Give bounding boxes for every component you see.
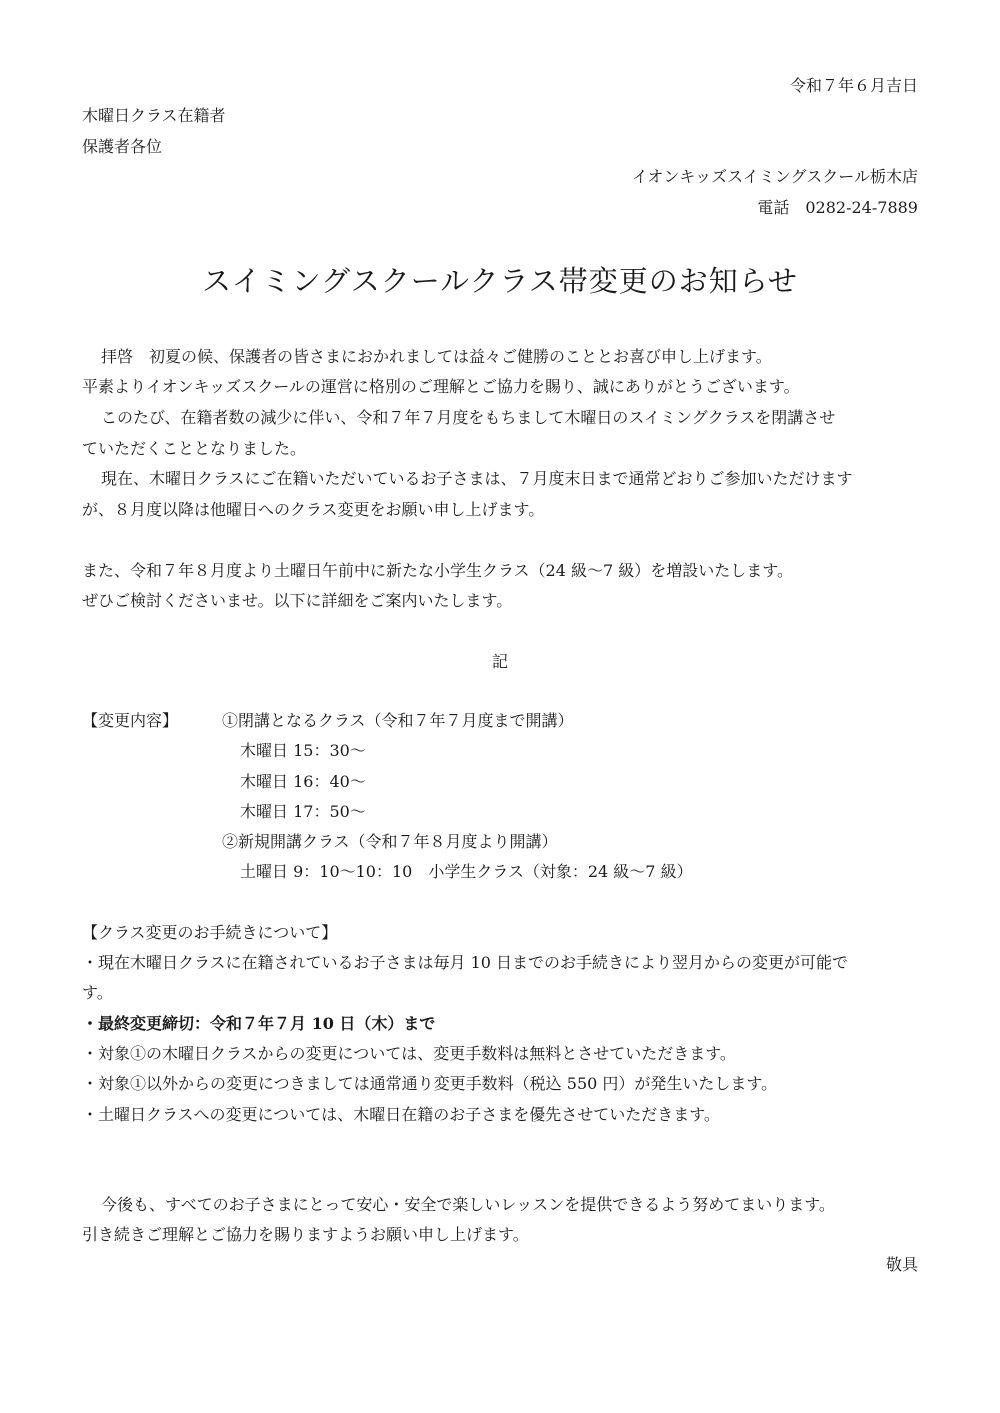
closing-signoff: 敬具: [885, 1255, 918, 1274]
closing-class-item: 木曜日 16：40～: [240, 772, 366, 791]
closing-class-item: 木曜日 17：50～: [240, 802, 366, 821]
body-para2-line1: このたび、在籍者数の減少に伴い、令和７年７月度をもちまして木曜日のスイミングクラスを閉講させ: [101, 408, 836, 427]
procedure-deadline: ・最終変更締切：令和７年７月 10 日（木）まで: [82, 1014, 436, 1033]
procedure-item-1-line1: ・現在木曜日クラスに在籍されているお子さまは毎月 10 日までのお手続きにより翌月からの変更が可能で: [82, 953, 849, 972]
closing-line-2: 引き続きご理解とご協力を賜りますようお願い申し上げます。: [82, 1225, 529, 1244]
sender-name: イオンキッズスイミングスクール栃木店: [631, 167, 918, 186]
procedure-heading: 【クラス変更のお手続きについて】: [82, 923, 338, 942]
body-para4-line1: また、令和７年８月度より土曜日午前中に新たな小学生クラス（24 級～7 級）を増設いたします。: [82, 561, 793, 580]
document-date: 令和７年６月吉日: [789, 76, 918, 95]
ki-marker: 記: [491, 652, 508, 671]
body-para3-line1: 現在、木曜日クラスにご在籍いただいているお子さまは、７月度末日まで通常どおりご参加いただけます: [101, 469, 853, 488]
procedure-item-3: ・対象①以外からの変更につきましては通常通り変更手数料（税込 550 円）が発生いたします。: [82, 1074, 778, 1093]
closing-line-1: 今後も、すべてのお子さまにとって安心・安全で楽しいレッスンを提供できるよう努めてまいります。: [101, 1195, 835, 1214]
changes-label: 【変更内容】: [82, 711, 179, 730]
sender-phone: 電話 0282-24-7889: [757, 198, 918, 217]
body-para1-line2: 平素よりイオンキッズスクールの運営に格別のご理解とご協力を賜り、誠にありがとうございます。: [82, 377, 800, 396]
new-class-heading: ②新規開講クラス（令和７年８月度より開講）: [222, 832, 558, 851]
closing-classes-heading: ①閉講となるクラス（令和７年７月度まで開講）: [222, 711, 574, 730]
body-para4-line2: ぜひご検討くださいませ。以下に詳細をご案内いたします。: [82, 591, 513, 610]
recipient-line-2: 保護者各位: [82, 137, 163, 156]
body-para1-line1: 拝啓 初夏の候、保護者の皆さまにおかれましては益々ご健勝のこととお喜び申し上げます。: [101, 347, 772, 366]
procedure-item-4: ・土曜日クラスへの変更については、木曜日在籍のお子さまを優先させていただきます。: [82, 1105, 720, 1124]
procedure-item-2: ・対象①の木曜日クラスからの変更については、変更手数料は無料とさせていただきます。: [82, 1044, 736, 1063]
body-para2-line2: ていただくこととなりました。: [82, 439, 307, 458]
procedure-item-1-line2: す。: [82, 983, 113, 1002]
recipient-line-1: 木曜日クラス在籍者: [82, 106, 226, 125]
closing-class-item: 木曜日 15：30～: [240, 741, 366, 760]
body-para3-line2: が、８月度以降は他曜日へのクラス変更をお願い申し上げます。: [82, 500, 545, 519]
new-class-item: 土曜日 9：10～10：10 小学生クラス（対象：24 級～7 級）: [240, 862, 693, 881]
document-title: スイミングスクールクラス帯変更のお知らせ: [202, 264, 798, 298]
